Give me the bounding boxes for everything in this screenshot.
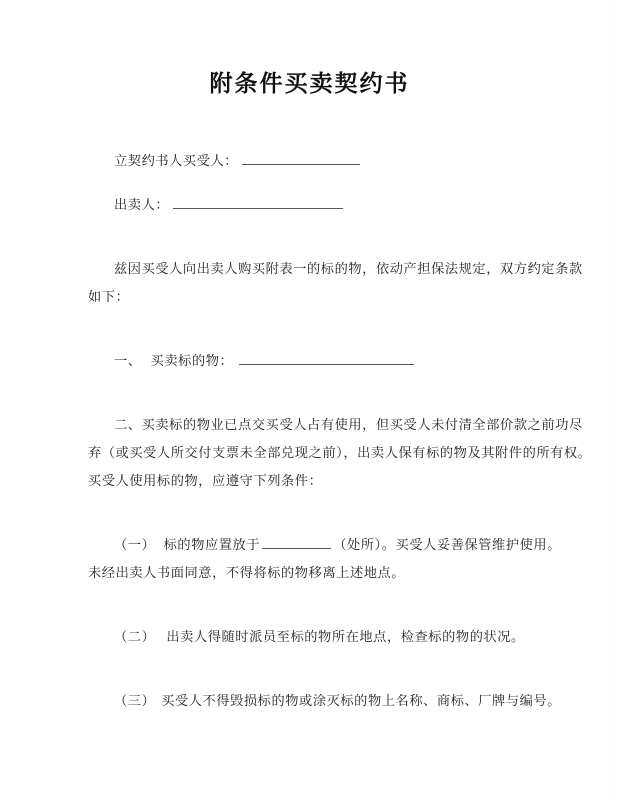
subclause-1-line-2: 未经出卖人书面同意，不得将标的物移离上述地点。 bbox=[88, 566, 406, 581]
clause-2-line-2: 弃（或买受人所交付支票未全部兑现之前），出卖人保有标的物及其附件的所有权。 bbox=[88, 446, 592, 461]
spacer bbox=[88, 220, 561, 256]
spacer bbox=[88, 496, 561, 532]
subclause-2-row bbox=[88, 624, 561, 652]
subclause-3-number: （三） bbox=[114, 694, 156, 709]
clause-2-line-1: 买卖标的物业已点交买受人占有使用，但买受人未付清全部价款之前功尽 bbox=[141, 418, 583, 433]
clause-2-line-3: 买受人使用标的物，应遵守下列条件： bbox=[88, 474, 323, 489]
page-edge-line bbox=[610, 0, 611, 800]
preamble-line-2: 如下： bbox=[88, 290, 130, 305]
subclause-1-number: （一） bbox=[114, 538, 156, 553]
subclause-1-text-before-blank: 标的物应置放于 bbox=[163, 538, 261, 553]
buyer-field-row bbox=[88, 148, 561, 176]
spacer bbox=[88, 312, 561, 348]
seller-field-row bbox=[88, 192, 561, 220]
clause-2-row bbox=[88, 412, 583, 440]
subclause-1-text-after-blank: （处所）。买受人妥善保管维护使用。 bbox=[333, 538, 561, 553]
subclause-3-text: 买受人不得毁损标的物或涂灭标的物上名称、商标、厂牌与编号。 bbox=[161, 694, 561, 709]
clause-1-subject-blank[interactable] bbox=[239, 349, 414, 365]
subclause-2-text: 出卖人得随时派员至标的物所在地点，检查标的物的状况。 bbox=[166, 630, 525, 645]
seller-name-blank[interactable] bbox=[173, 193, 343, 209]
buyer-name-blank[interactable] bbox=[242, 149, 360, 165]
clause-1-row bbox=[88, 348, 561, 376]
clause-2-number: 二、 bbox=[114, 418, 142, 433]
document-body bbox=[88, 148, 592, 716]
spacer bbox=[88, 588, 561, 624]
seller-label: 出卖人： bbox=[114, 198, 170, 213]
subclause-2-number: （二） bbox=[114, 630, 156, 645]
subclause-3-row bbox=[88, 688, 561, 716]
page-title: 附条件买卖契约书 bbox=[209, 71, 410, 97]
spacer bbox=[88, 652, 561, 688]
preamble-line-1: 兹因买受人向出卖人购买附表一的标的物，依动产担保法规定，双方约定条款 bbox=[114, 262, 583, 277]
subclause-1-place-blank[interactable] bbox=[262, 533, 331, 549]
clause-1-number: 一、 bbox=[114, 354, 142, 369]
spacer bbox=[88, 376, 561, 412]
buyer-label: 立契约书人买受人： bbox=[114, 154, 239, 169]
subclause-1-row bbox=[88, 532, 561, 560]
clause-1-label: 买卖标的物： bbox=[150, 354, 234, 369]
spacer bbox=[88, 176, 561, 192]
